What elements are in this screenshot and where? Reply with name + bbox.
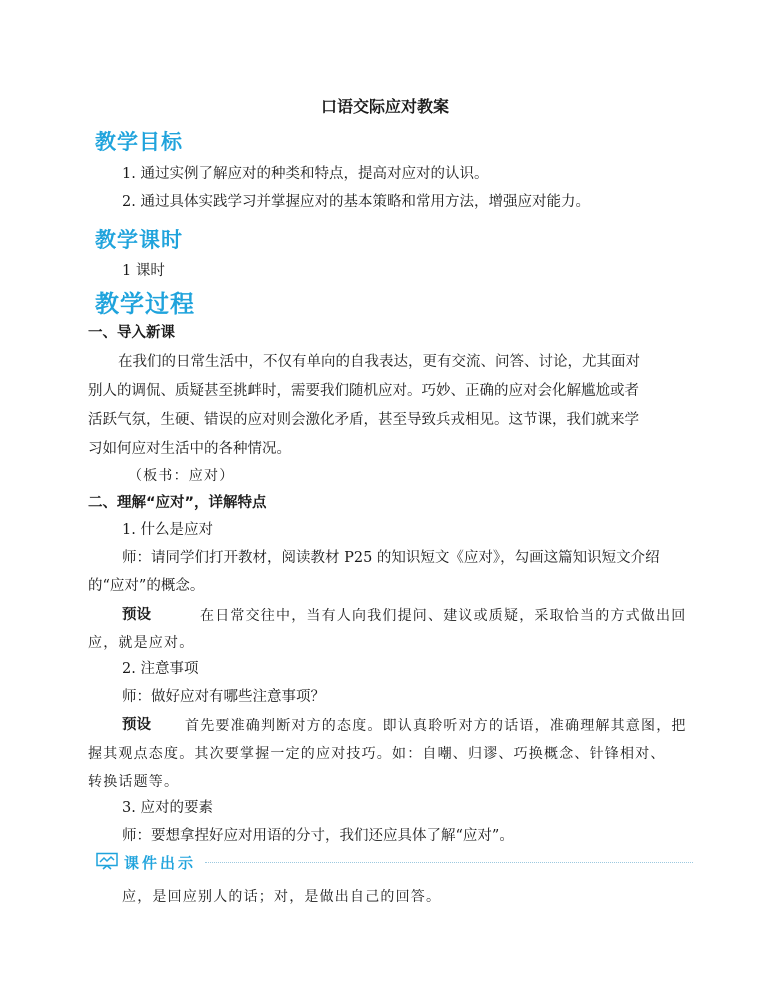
hours-value: 1 课时 [122,263,165,279]
part1-line-4: 习如何应对生活中的各种情况。 [88,441,291,457]
part1-title: 一、导入新课 [88,325,175,341]
teacher-line-1a: 师：请同学们打开教材，阅读教材 P25 的知识短文《应对》，勾画这篇知识短文介绍 [122,550,660,566]
preset-1-line-2: 应，就是应对。 [88,635,195,651]
objective-item-2: 2. 通过具体实践学习并掌握应对的基本策略和常用方法，增强应对能力。 [122,194,590,210]
presentation-icon [96,852,118,870]
preset-1-line-1: 在日常交往中，当有人向我们提问、建议或质疑，采取恰当的方式做出回 [200,608,687,624]
teacher-line-3: 师：要想拿捏好应对用语的分寸，我们还应具体了解“应对”。 [122,828,514,844]
heading-objectives: 教学目标 [95,130,183,154]
subheading-what-is: 1. 什么是应对 [122,522,213,538]
subheading-notes: 2. 注意事项 [122,661,199,677]
preset-label-1: 预设 [122,607,151,623]
teacher-line-2: 师：做好应对有哪些注意事项？ [122,689,325,705]
part2-title: 二、理解“应对”，详解特点 [88,495,267,511]
part1-line-1: 在我们的日常生活中，不仅有单向的自我表达，更有交流、问答、讨论，尤其面对 [118,354,640,370]
preset-2-line-3: 转换话题等。 [88,774,180,790]
teacher-line-1b: 的“应对”的概念。 [88,578,205,594]
heading-process: 教学过程 [95,290,195,318]
objective-item-1: 1. 通过实例了解应对的种类和特点，提高对应对的认识。 [122,166,489,182]
courseware-label: 课件出示 [124,854,197,872]
part1-line-3: 活跃气氛，生硬、错误的应对则会激化矛盾，甚至导致兵戎相见。这节课，我们就来学 [88,412,639,428]
document-title: 口语交际应对教案 [320,97,449,116]
courseware-text: 应，是回应别人的话；对，是做出自己的回答。 [122,889,442,905]
dotted-divider [205,862,693,863]
part1-line-2: 别人的调侃、质疑甚至挑衅时，需要我们随机应对。巧妙、正确的应对会化解尴尬或者 [88,383,639,399]
subheading-elements: 3. 应对的要素 [122,800,213,816]
board-note: （板书：应对） [128,468,235,484]
heading-hours: 教学课时 [95,228,183,252]
preset-2-line-2: 握其观点态度。其次要掌握一定的应对技巧。如：自嘲、归谬、巧换概念、针锋相对、 [88,746,666,762]
preset-label-2: 预设 [122,717,151,733]
preset-2-line-1: 首先要准确判断对方的态度。即认真聆听对方的话语，准确理解其意图，把 [185,718,687,734]
